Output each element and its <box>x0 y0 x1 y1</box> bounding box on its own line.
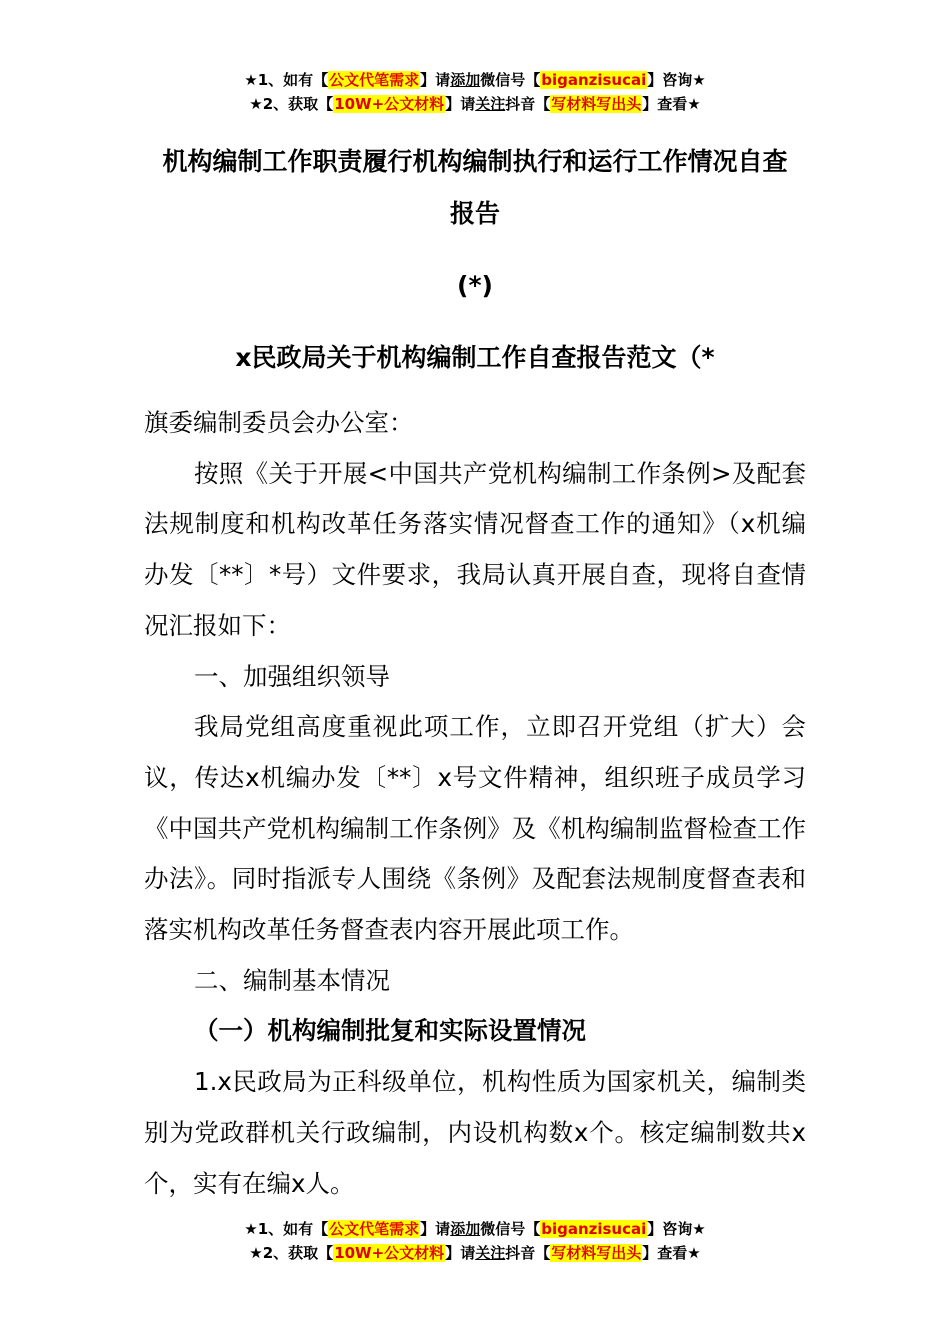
promo-banner-bottom <box>0 1217 950 1265</box>
highlight-materials: 10W+公文材料 <box>334 95 445 113</box>
highlight-douyin: 写材料写出头 <box>551 95 642 113</box>
section-heading-1: 一、加强组织领导 <box>194 661 390 691</box>
document-body <box>144 398 806 1209</box>
paragraph-3: 1.x民政局为正科级单位，机构性质为国家机关，编制类别为党政群机关行政编制，内设机构数x个。核定编制数共x个，实有在编x人。 <box>144 1067 806 1198</box>
salutation: 旗委编制委员会办公室： <box>144 408 414 437</box>
highlight-douyin: 写材料写出头 <box>551 1244 642 1262</box>
highlight-wechat-id: biganzisucai <box>541 71 647 89</box>
promo-line-2: ★2、获取【10W+公文材料】请关注抖音【写材料写出头】查看★ <box>249 1244 701 1262</box>
document-title-line2: 报告 <box>449 199 500 228</box>
document-heading: x民政局关于机构编制工作自查报告范文（* <box>235 343 715 372</box>
promo-line-1: ★1、如有【公文代笔需求】请添加微信号【biganzisucai】咨询★ <box>244 71 706 89</box>
highlight-service: 公文代笔需求 <box>329 1220 420 1238</box>
highlight-service: 公文代笔需求 <box>329 71 420 89</box>
promo-line-1: ★1、如有【公文代笔需求】请添加微信号【biganzisucai】咨询★ <box>244 1220 706 1238</box>
document-title-line1: 机构编制工作职责履行机构编制执行和运行工作情况自查 <box>162 147 788 176</box>
section-heading-2: 二、编制基本情况 <box>194 965 390 995</box>
document-subtitle: (*) <box>457 271 493 300</box>
subsection-heading-1: （一）机构编制批复和实际设置情况 <box>194 1016 586 1046</box>
promo-banner-top <box>0 68 950 116</box>
paragraph-2: 我局党组高度重视此项工作，立即召开党组（扩大）会议，传达x机编办发〔**〕x号文件精神，组织班子成员学习《中国共产党机构编制工作条例》及《机构编制监督检查工作办法》。同时指派专人围绕《条例》及配套法规制度督查表和落实机构改革任务督查表内容开展此项工作。 <box>144 712 806 945</box>
paragraph-1: 按照《关于开展<中国共产党机构编制工作条例>及配套法规制度和机构改革任务落实情况督查工作的通知》（x机编办发〔**〕*号）文件要求，我局认真开展自查，现将自查情况汇报如下： <box>144 458 806 640</box>
highlight-materials: 10W+公文材料 <box>334 1244 445 1262</box>
promo-line-2: ★2、获取【10W+公文材料】请关注抖音【写材料写出头】查看★ <box>249 95 701 113</box>
highlight-wechat-id: biganzisucai <box>541 1220 647 1238</box>
